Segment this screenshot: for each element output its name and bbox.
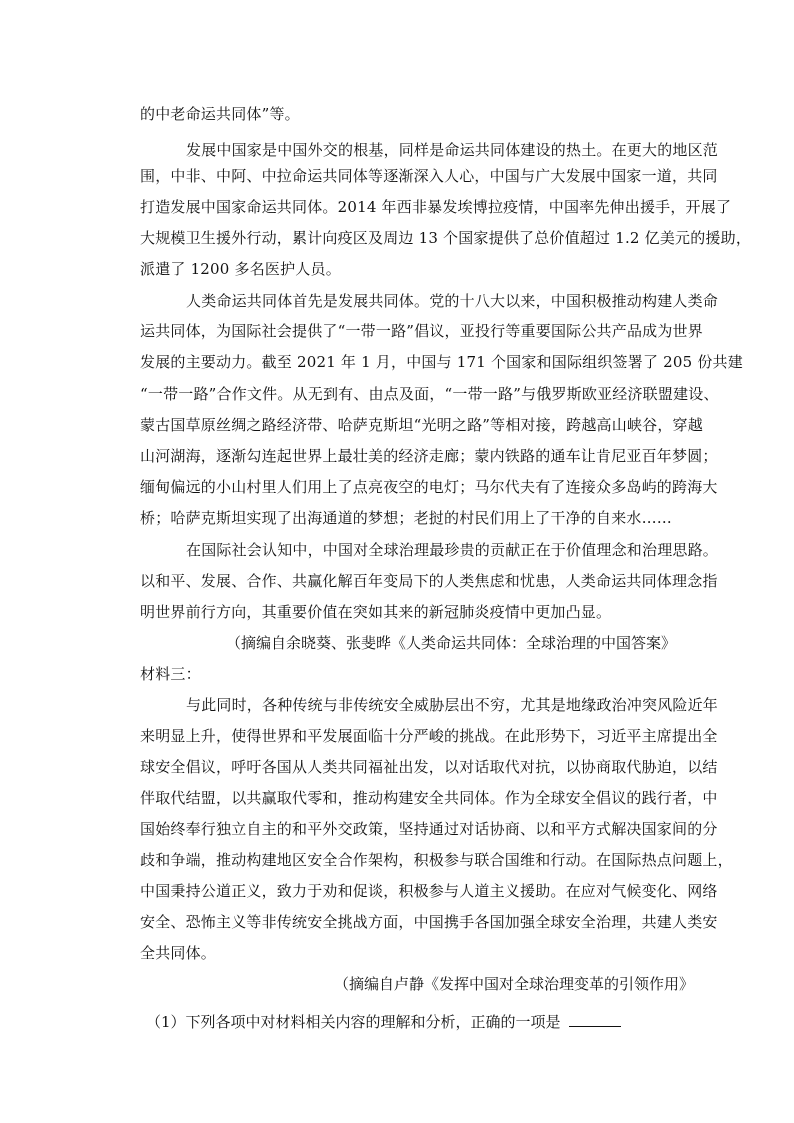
source-citation: （摘编自卢静《发挥中国对全球治理变革的引领作用》: [334, 975, 695, 993]
text-line: 蒙古国草原丝绸之路经济带、哈萨克斯坦“光明之路”等相对接，跨越高山峡谷，穿越: [140, 416, 703, 434]
text-line: 运共同体，为国际社会提供了“一带一路”倡议，亚投行等重要国际公共产品成为世界: [140, 322, 703, 340]
text-line: 发展中国家是中国外交的根基，同样是命运共同体建设的热土。在更大的地区范: [186, 141, 719, 159]
text-line: 与此同时，各种传统与非传统安全威胁层出不穷，尤其是地缘政治冲突风险近年: [186, 696, 719, 714]
source-citation: （摘编自余晓葵、张斐晔《人类命运共同体：全球治理的中国答案》: [226, 634, 677, 652]
text-line: 全共同体。: [140, 944, 217, 962]
text-line: 缅甸偏远的小山村里人们用上了点亮夜空的电灯；马尔代夫有了连接众多岛屿的跨海大: [140, 478, 718, 496]
text-line: 中国秉持公道正义，致力于劝和促谈，积极参与人道主义援助。在应对气候变化、网络: [140, 882, 718, 900]
text-line: 明世界前行方向，其重要价值在突如其来的新冠肺炎疫情中更加凸显。: [140, 603, 612, 621]
text-line: 安全、恐怖主义等非传统安全挑战方面，中国携手各国加强全球安全治理，共建人类安: [140, 913, 718, 931]
text-line: 来明显上升，使得世界和平发展面临十分严峻的挑战。在此形势下，习近平主席提出全: [140, 727, 718, 745]
text-line: 国始终奉行独立自主的和平外交政策，坚持通过对话协商、以和平方式解决国家间的分: [140, 820, 718, 838]
question-text: （1）下列各项中对材料相关内容的理解和分析，正确的一项是: [146, 1013, 561, 1031]
text-line: 在国际社会认知中，中国对全球治理最珍贵的贡献正在于价值理念和治理思路。: [186, 541, 719, 559]
text-line: 歧和争端，推动构建地区安全合作架构，积极参与联合国维和行动。在国际热点问题上，: [140, 851, 733, 869]
question-prompt: [146, 1012, 621, 1032]
text-line: 发展的主要动力。截至 2021 年 1 月，中国与 171 个国家和国际组织签署了 205 份共建: [140, 353, 743, 371]
answer-blank[interactable]: [569, 1012, 621, 1027]
text-line: 山河湖海，逐渐勾连起世界上最壮美的经济走廊；蒙内铁路的通车让肯尼亚百年梦圆；: [140, 447, 718, 465]
text-line: 桥；哈萨克斯坦实现了出海通道的梦想；老挝的村民们用上了干净的自来水……: [140, 509, 673, 527]
text-line: 的中老命运共同体”等。: [140, 105, 300, 123]
text-line: 派遣了 1200 多名医护人员。: [140, 260, 341, 278]
text-line: 伴取代结盟，以共赢取代零和，推动构建安全共同体。作为全球安全倡议的践行者，中: [140, 789, 718, 807]
text-line: 大规模卫生援外行动，累计向疫区及周边 13 个国家提供了总价值超过 1.2 亿美元的援助，: [140, 229, 752, 247]
text-line: 人类命运共同体首先是发展共同体。党的十八大以来，中国积极推动构建人类命: [186, 292, 719, 310]
text-line: 围，中非、中阿、中拉命运共同体等逐渐深入人心，中国与广大发展中国家一道，共同: [140, 167, 718, 185]
text-line: “一带一路”合作文件。从无到有、由点及面，“一带一路”与俄罗斯欧亚经济联盟建设、: [140, 385, 719, 403]
text-line: 球安全倡议，呼吁各国从人类共同福祉出发，以对话取代对抗，以协商取代胁迫，以结: [140, 758, 718, 776]
text-line: 以和平、发展、合作、共赢化解百年变局下的人类焦虑和忧患，人类命运共同体理念指: [140, 572, 718, 590]
section-heading: 材料三：: [140, 665, 201, 683]
text-line: 打造发展中国家命运共同体。2014 年西非暴发埃博拉疫情，中国率先伸出援手，开展了: [140, 198, 732, 216]
